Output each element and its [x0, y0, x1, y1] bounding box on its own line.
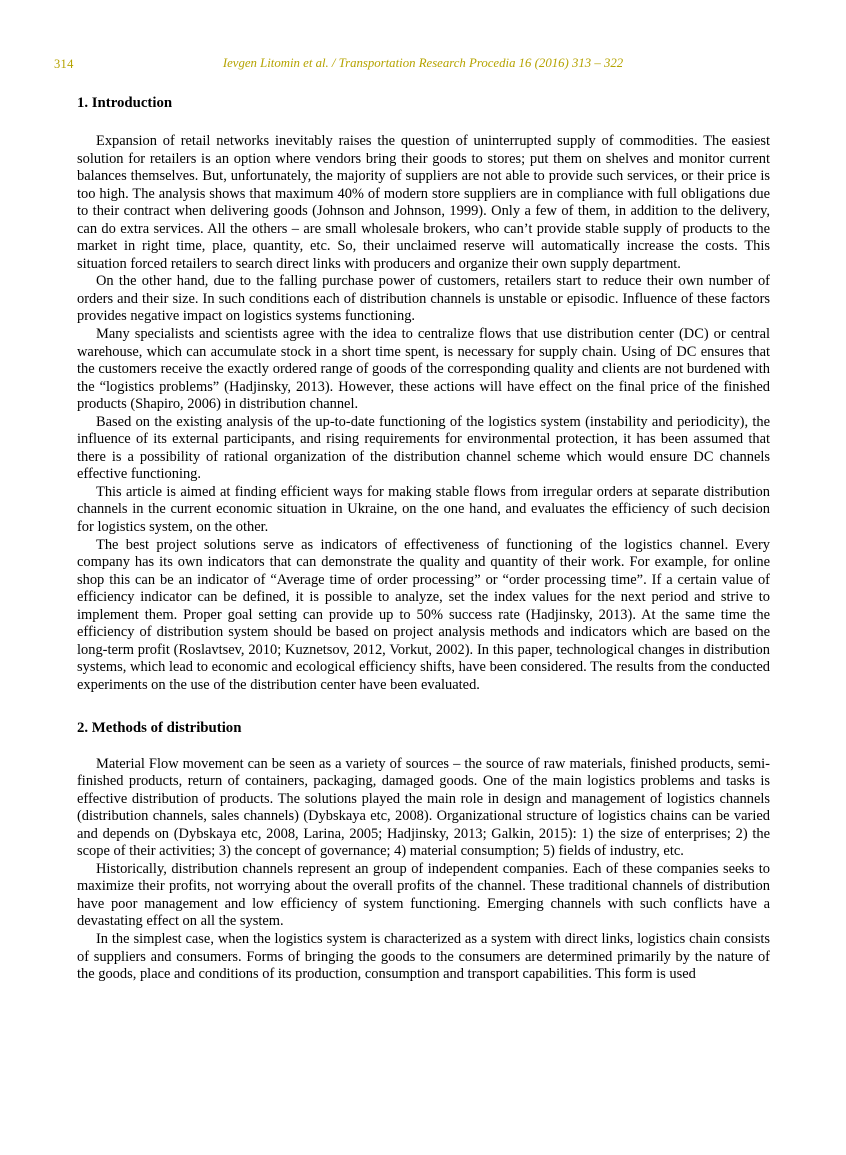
- paragraph: Expansion of retail networks inevitably raises the question of uninterrupted supply of commodities. The easiest solution for retailers is an option where vendors bring their goods to stores; put them on shelves and monitor current balances themselves. But, unfortunately, the majority of suppliers are not able to provide such services, or their price is too high. The analysis shows that maximum 40% of modern store suppliers are in compliance with full obligations due to their contract when delivering goods (Johnson and Johnson, 1999). Only a few of them, in addition to the delivery, can do extra services. All the others – are small wholesale brokers, who can’t provide stable supply of products to the market in right time, place, quantity, etc. So, their unclaimed reserve will automatically increase the costs. This situation forced retailers to search direct links with producers and organize their own supply department.: [77, 133, 770, 272]
- page-header: [0, 56, 846, 72]
- paragraph: Material Flow movement can be seen as a variety of sources – the source of raw materials, finished products, semi-finished products, return of containers, packaging, damaged goods. One of the main logistics problems and tasks is effective distribution of products. The solutions played the main role in design and management of logistics channels (distribution channels, sales channels) (Dybskaya etc, 2008). Organizational structure of logistics chains can be varied and depends on (Dybskaya etc, 2008, Larina, 2005; Hadjinsky, 2013; Galkin, 2015): 1) the size of enterprises; 2) the scope of their activities; 3) the concept of governance; 4) material consumption; 5) fields of industry, etc.: [77, 755, 770, 860]
- paragraph: On the other hand, due to the falling purchase power of customers, retailers start to reduce their own number of orders and their size. In such conditions each of distribution channels is unstable or episodic. Influence of these factors provides negative impact on logistics systems functioning.: [77, 273, 770, 325]
- running-head: Ievgen Litomin et al. / Transportation Research Procedia 16 (2016) 313 – 322: [222, 56, 624, 70]
- article-body: [77, 95, 770, 984]
- section-heading-methods: 2. Methods of distribution: [77, 719, 242, 736]
- paragraph: In the simplest case, when the logistics system is characterized as a system with direct links, logistics chain consists of suppliers and consumers. Forms of bringing the goods to the consumers are determined primarily by the nature of the goods, place and conditions of its production, consumption and transport capabilities. This form is used: [77, 930, 770, 983]
- paragraph: This article is aimed at finding efficient ways for making stable flows from irregular orders at separate distribution channels in the current economic situation in Ukraine, on the one hand, and evaluates the efficiency of such decision for logistics system, on the other.: [77, 483, 770, 536]
- section-heading-introduction: 1. Introduction: [77, 95, 173, 111]
- paragraph: Many specialists and scientists agree with the idea to centralize flows that use distribution center (DC) or central warehouse, which can accumulate stock in a short time spent, is necessary for supply chain. Using of DC ensures that the customers receive the exactly ordered range of goods of the corresponding quality and clients are not burdened with the “logistics problems” (Hadjinsky, 2013). However, these actions will have effect on the final price of the finished products (Shapiro, 2006) in distribution channel.: [77, 326, 770, 413]
- page-number: 314: [54, 57, 74, 71]
- paragraph: Based on the existing analysis of the up-to-date functioning of the logistics system (instability and periodicity), the influence of its external participants, and rising requirements for environmental protection, it has been assumed that there is a possibility of rational organization of the distribution channel scheme which would ensure DC channels effective functioning.: [77, 413, 770, 483]
- paragraph: The best project solutions serve as indicators of effectiveness of functioning of the logistics channel. Every company has its own indicators that can demonstrate the quality and quantity of their work. For example, for online shop this can be an indicator of “Average time of order processing” or “order processing time”. If a certain value of efficiency indicator can be defined, it is possible to analyze, set the index values for the next period and strive to implement them. Proper goal setting can provide up to 50% success rate (Hadjinsky, 2013). At the same time the efficiency of distribution system should be based on project analysis methods and indicators which are based on the long-term profit (Roslavtsev, 2010; Kuznetsov, 2012, Vorkut, 2002). In this paper, technological changes in distribution systems, which lead to economic and ecological efficiency shifts, have been considered. The results from the conducted experiments on the use of the distribution center have been evaluated.: [77, 536, 770, 693]
- paragraph: Historically, distribution channels represent an group of independent companies. Each of these companies seeks to maximize their profits, not worrying about the overall profits of the channel. These traditional channels of distribution have poor management and low efficiency of system functioning. Emerging channels with such conflicts have a devastating effect on all the system.: [77, 860, 770, 930]
